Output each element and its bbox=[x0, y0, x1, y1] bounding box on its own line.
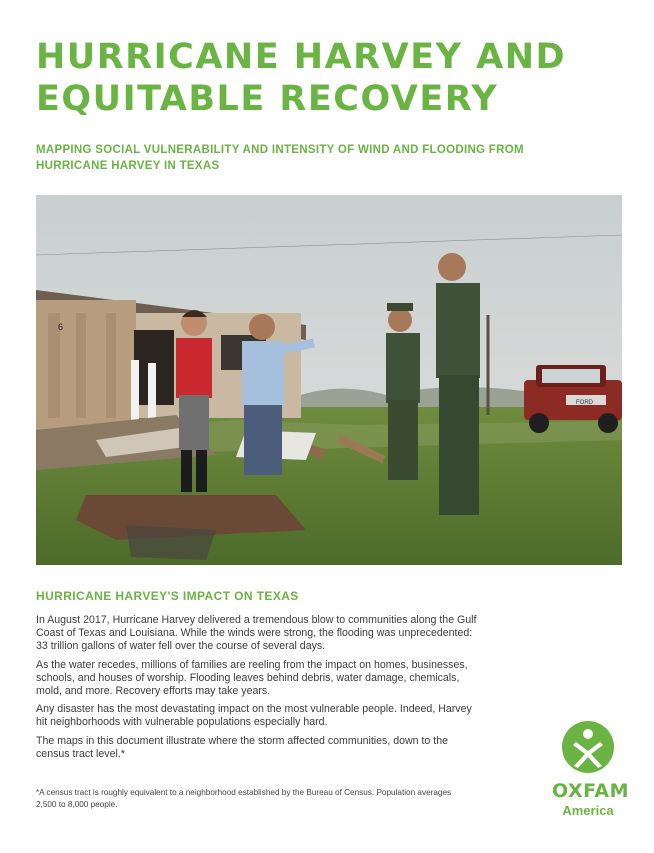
paragraph-line: census tract level.* bbox=[36, 747, 125, 760]
hero-photo bbox=[36, 195, 622, 565]
paragraph-line: The maps in this document illustrate where the storm affected communities, down to the bbox=[36, 734, 448, 747]
oxfam-figure-icon bbox=[561, 720, 615, 774]
paragraph-line: hit neighborhoods with vulnerable populations especially hard. bbox=[36, 716, 328, 729]
paragraph-2 bbox=[36, 659, 526, 699]
document-title bbox=[36, 36, 566, 120]
title-line-1: HURRICANE HARVEY AND bbox=[36, 37, 567, 77]
paragraph-line: Coast of Texas and Louisiana. While the winds were strong, the flooding was unprecedented: bbox=[36, 627, 473, 640]
house-number: 6 bbox=[58, 322, 64, 332]
body-text bbox=[36, 614, 526, 766]
document-subtitle bbox=[36, 142, 626, 174]
paragraph-line: As the water recedes, millions of families are reeling from the impact on homes, businesses, bbox=[36, 658, 468, 671]
hero-photo-illustration bbox=[36, 195, 622, 565]
footnote bbox=[36, 787, 526, 810]
oxfam-america-label: America bbox=[562, 803, 614, 818]
paragraph-4 bbox=[36, 735, 526, 761]
paragraph-line: In August 2017, Hurricane Harvey delivered a tremendous blow to communities along the Gulf bbox=[36, 614, 477, 626]
paragraph-line: schools, and houses of worship. Flooding leaves behind debris, water damage, chemicals, bbox=[36, 671, 460, 684]
section-heading: HURRICANE HARVEY'S IMPACT ON TEXAS bbox=[36, 589, 299, 603]
subtitle-line-1: MAPPING SOCIAL VULNERABILITY AND INTENSITY OF WIND AND FLOODING FROM bbox=[36, 144, 524, 156]
truck-badge: FORD bbox=[576, 400, 593, 406]
paragraph-line: Any disaster has the most devastating impact on the most vulnerable people. Indeed, Harvey bbox=[36, 703, 472, 716]
paragraph-3 bbox=[36, 703, 526, 729]
footnote-line: 2,500 to 8,000 people. bbox=[36, 799, 118, 809]
paragraph-line: mold, and more. Recovery efforts may take years. bbox=[36, 685, 271, 698]
oxfam-wordmark: OXFAM bbox=[552, 780, 630, 802]
paragraph-1 bbox=[36, 614, 526, 654]
title-line-2: EQUITABLE RECOVERY bbox=[36, 79, 499, 119]
footnote-line: *A census tract is roughly equivalent to a neighborhood established by the Bureau of Census. Population averages bbox=[36, 788, 452, 797]
paragraph-line: 33 trillion gallons of water fell over the course of several days. bbox=[36, 640, 326, 653]
officer-figure-2 bbox=[436, 253, 480, 515]
subtitle-line-2: HURRICANE HARVEY IN TEXAS bbox=[36, 160, 220, 172]
oxfam-logo bbox=[552, 720, 630, 818]
